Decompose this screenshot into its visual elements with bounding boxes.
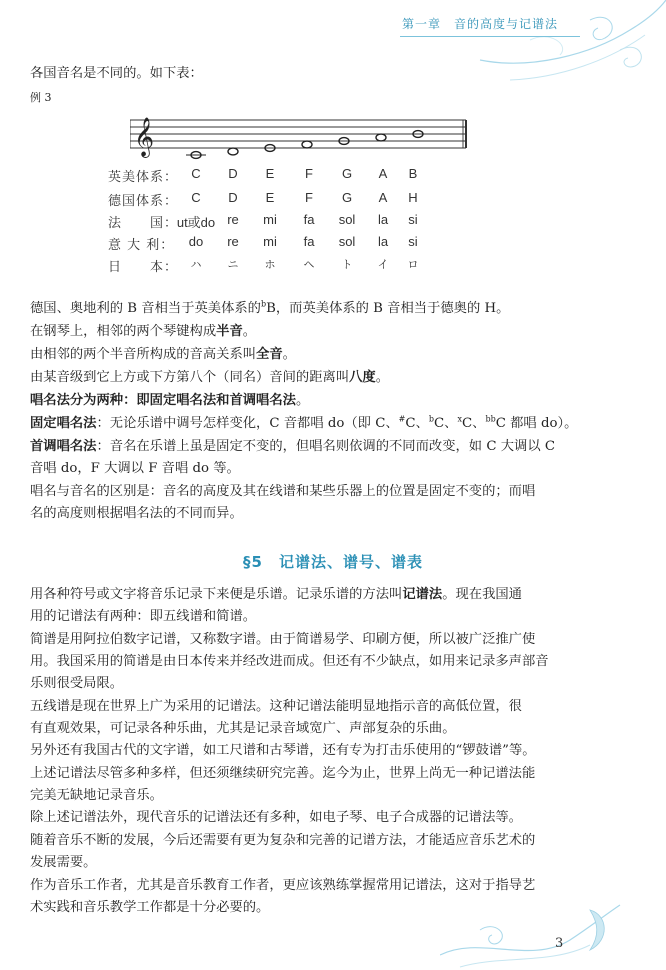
text-run: 。 <box>375 370 390 385</box>
paragraph-continuation: 音唱 do，F 大调以 F 音唱 do 等。 <box>30 461 240 476</box>
table-cell: A <box>378 190 388 205</box>
text-run: 。现在我国通 <box>442 587 522 602</box>
paragraph: 除上述记谱法外，现代音乐的记谱法还有多种，如电子琴、电子合成器的记谱法等。 <box>30 810 522 825</box>
text-run: 。 <box>295 393 310 408</box>
term-bold: 唱名法分为两种：即固定唱名法和首调唱名法 <box>30 393 296 408</box>
text-run: 用各种符号或文字将音乐记录下来便是乐谱。记录乐谱的方法叫 <box>30 587 403 602</box>
table-cell: E <box>265 166 275 181</box>
term-bold: 半音 <box>216 324 243 339</box>
treble-clef-icon: 𝄞 <box>134 117 155 157</box>
row-label: 日 本： <box>108 260 179 275</box>
text-run: C 都唱 do）。 <box>495 416 578 431</box>
header-rule <box>400 36 580 37</box>
table-cell: B <box>408 166 418 181</box>
table-cell: F <box>305 166 313 181</box>
table-cell: ut或do <box>176 215 216 230</box>
table-cell: ニ <box>227 259 239 271</box>
table-cell: H <box>408 190 418 205</box>
row-label: 法 国： <box>108 216 179 231</box>
paragraph: 唱名与音名的区别是：音名的高度及其在线谱和某些乐器上的位置是固定不变的；而唱 <box>30 484 536 499</box>
paragraph-continuation: 有直观效果，可记录各种乐曲，尤其是记录音域宽广、声部复杂的乐曲。 <box>30 721 456 736</box>
paragraph <box>30 414 644 434</box>
table-cell: E <box>265 190 275 205</box>
paragraph: 随着音乐不断的发展，今后还需要有更为复杂和完善的记谱方法，才能适应音乐艺术的 <box>30 833 536 848</box>
text-run: C、 <box>405 416 429 431</box>
paragraph-continuation: 发展需要。 <box>30 855 97 870</box>
table-cell: mi <box>263 212 277 227</box>
table-cell: fa <box>303 234 315 249</box>
term-bold: 全音 <box>256 347 283 362</box>
paragraph-continuation: 完美无缺地记录音乐。 <box>30 788 163 803</box>
note-a <box>376 134 386 141</box>
table-cell: la <box>377 234 389 249</box>
paragraph <box>30 585 644 605</box>
table-cell: G <box>341 166 353 181</box>
intro-text: 各国音名是不同的。如下表： <box>30 66 203 81</box>
text-run: B，而英美体系的 B 音相当于德奥的 H。 <box>266 301 510 316</box>
text-run: C、 <box>461 416 486 431</box>
double-sharp-sign: x <box>457 414 462 424</box>
text-run: 德国、奥地利的 B 音相当于英美体系的 <box>30 301 261 316</box>
table-cell: si <box>408 234 418 249</box>
text-run: 在钢琴上，相邻的两个琴键构成 <box>30 324 217 339</box>
chapter-header: 第一章 音的高度与记谱法 <box>402 17 559 31</box>
table-cell: la <box>377 212 389 227</box>
table-cell: C <box>191 190 201 205</box>
paragraph: 上述记谱法尽管多种多样，但还须继续研究完善。迄今为止，世界上尚无一种记谱法能 <box>30 766 536 781</box>
table-cell: re <box>227 234 239 249</box>
paragraph-continuation: 术实践和音乐教学工作都是十分必要的。 <box>30 900 270 915</box>
example-label: 例 3 <box>30 91 52 104</box>
table-cell: fa <box>303 212 315 227</box>
table-cell: G <box>341 190 353 205</box>
paragraph <box>30 322 644 342</box>
section-title: §5 记谱法、谱号、谱表 <box>243 553 423 571</box>
note-f <box>302 141 312 148</box>
table-cell: D <box>228 190 238 205</box>
table-cell: re <box>227 212 239 227</box>
table-cell: mi <box>263 234 277 249</box>
paragraph-continuation: 用的记谱法有两种：即五线谱和简谱。 <box>30 609 257 624</box>
table-cell: A <box>378 166 388 181</box>
table-cell: do <box>188 234 204 249</box>
table-cell: ロ <box>407 259 419 271</box>
flat-sign: b <box>428 414 434 424</box>
footer-swirl-decoration <box>440 895 640 970</box>
paragraph: 简谱是用阿拉伯数字记谱，又称数字谱。由于简谱易学、印刷方便，所以被广泛推广使 <box>30 632 536 647</box>
music-staff <box>130 110 470 170</box>
table-cell: sol <box>338 234 356 249</box>
text-run: 由某音级到它上方或下方第八个（同名）音间的距离叫 <box>30 370 350 385</box>
paragraph: 五线谱是现在世界上广为采用的记谱法。这种记谱法能明显地指示音的高低位置，很 <box>30 699 522 714</box>
text-run: C、 <box>433 416 458 431</box>
paragraph <box>30 437 644 457</box>
paragraph <box>30 368 644 388</box>
table-cell: イ <box>377 259 389 271</box>
text-run: 。 <box>242 324 257 339</box>
term-bold: 首调唱名法 <box>30 439 97 454</box>
note-d <box>228 148 238 155</box>
table-cell: ト <box>341 259 353 271</box>
double-flat-sign: bb <box>485 414 496 424</box>
paragraph <box>30 391 644 411</box>
table-cell: F <box>305 190 313 205</box>
paragraph: 另外还有我国古代的文字谱，如工尺谱和古琴谱，还有专为打击乐使用的“锣鼓谱”等。 <box>30 743 536 758</box>
paragraph-continuation: 乐则很受局限。 <box>30 676 124 691</box>
table-cell: ホ <box>264 259 276 271</box>
table-cell: sol <box>338 212 356 227</box>
flat-sign: b <box>260 299 267 309</box>
paragraph <box>30 299 644 319</box>
table-cell: C <box>191 166 201 181</box>
text-run: ：音名在乐谱上虽是固定不变的，但唱名则依调的不同而改变，如 C 大调以 C <box>96 439 556 454</box>
paragraph-continuation: 名的高度则根据唱名法的不同而异。 <box>30 506 243 521</box>
row-label: 德国体系： <box>108 194 179 209</box>
term-bold: 固定唱名法 <box>30 416 97 431</box>
row-label: 英美体系： <box>108 170 179 185</box>
table-cell: ヘ <box>303 259 315 271</box>
paragraph <box>30 345 644 365</box>
term-bold: 记谱法 <box>402 587 443 602</box>
table-cell: si <box>408 212 418 227</box>
paragraph: 作为音乐工作者，尤其是音乐教育工作者，更应该熟练掌握常用记谱法，这对于指导艺 <box>30 878 536 893</box>
paragraph-continuation: 用。我国采用的简谱是由日本传来并经改进而成。但还有不少缺点，如用来记录多声部音 <box>30 654 549 669</box>
term-bold: 八度 <box>349 370 376 385</box>
row-label: 意 大 利： <box>108 238 175 253</box>
sharp-sign: # <box>398 414 406 424</box>
text-run: ：无论乐谱中调号怎样变化，C 音都唱 do（即 C、 <box>96 416 399 431</box>
page-number: 3 <box>555 936 564 951</box>
table-cell: D <box>228 166 238 181</box>
table-cell: ハ <box>190 259 202 271</box>
text-run: 由相邻的两个半音所构成的音高关系叫 <box>30 347 257 362</box>
text-run: 。 <box>282 347 296 362</box>
